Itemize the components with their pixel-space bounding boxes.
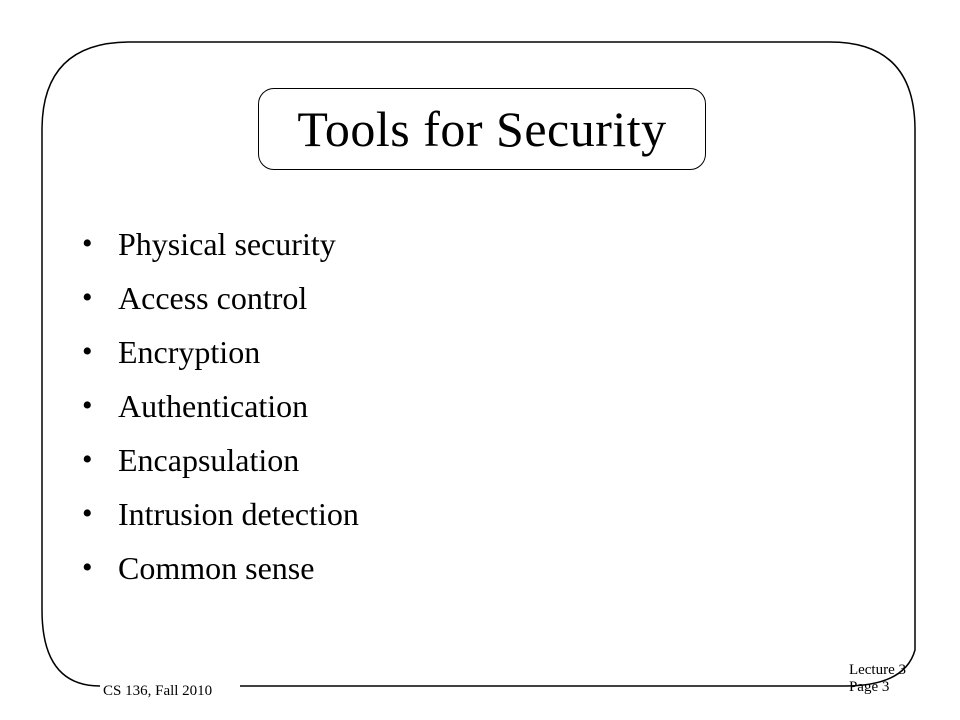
footer-page-label: Page 3 xyxy=(848,679,890,695)
bullet-text: Access control xyxy=(118,279,308,316)
list-item xyxy=(82,487,359,541)
bullet-text: Authentication xyxy=(118,387,309,424)
footer-lecture-label: Lecture 3 xyxy=(848,662,906,678)
footer-lecture-info xyxy=(849,662,906,696)
bullet-icon: • xyxy=(82,227,93,260)
bullet-text: Physical security xyxy=(118,225,336,262)
title-box xyxy=(258,88,706,170)
bullet-icon: • xyxy=(82,281,93,314)
slide-title: Tools for Security xyxy=(297,101,667,157)
bullet-text: Common sense xyxy=(118,549,315,586)
list-item xyxy=(82,541,359,595)
bullet-icon: • xyxy=(82,335,93,368)
bullet-icon: • xyxy=(82,443,93,476)
bullet-icon: • xyxy=(82,551,93,584)
list-item xyxy=(82,271,359,325)
bullet-list xyxy=(82,217,359,595)
list-item xyxy=(82,433,359,487)
list-item xyxy=(82,325,359,379)
bullet-text: Intrusion detection xyxy=(118,495,359,532)
list-item xyxy=(82,217,359,271)
footer-course-label: CS 136, Fall 2010 xyxy=(103,683,218,700)
bullet-text: Encapsulation xyxy=(118,441,300,478)
list-item xyxy=(82,379,359,433)
bullet-icon: • xyxy=(82,497,93,530)
bullet-text: Encryption xyxy=(118,333,261,370)
bullet-icon: • xyxy=(82,389,93,422)
